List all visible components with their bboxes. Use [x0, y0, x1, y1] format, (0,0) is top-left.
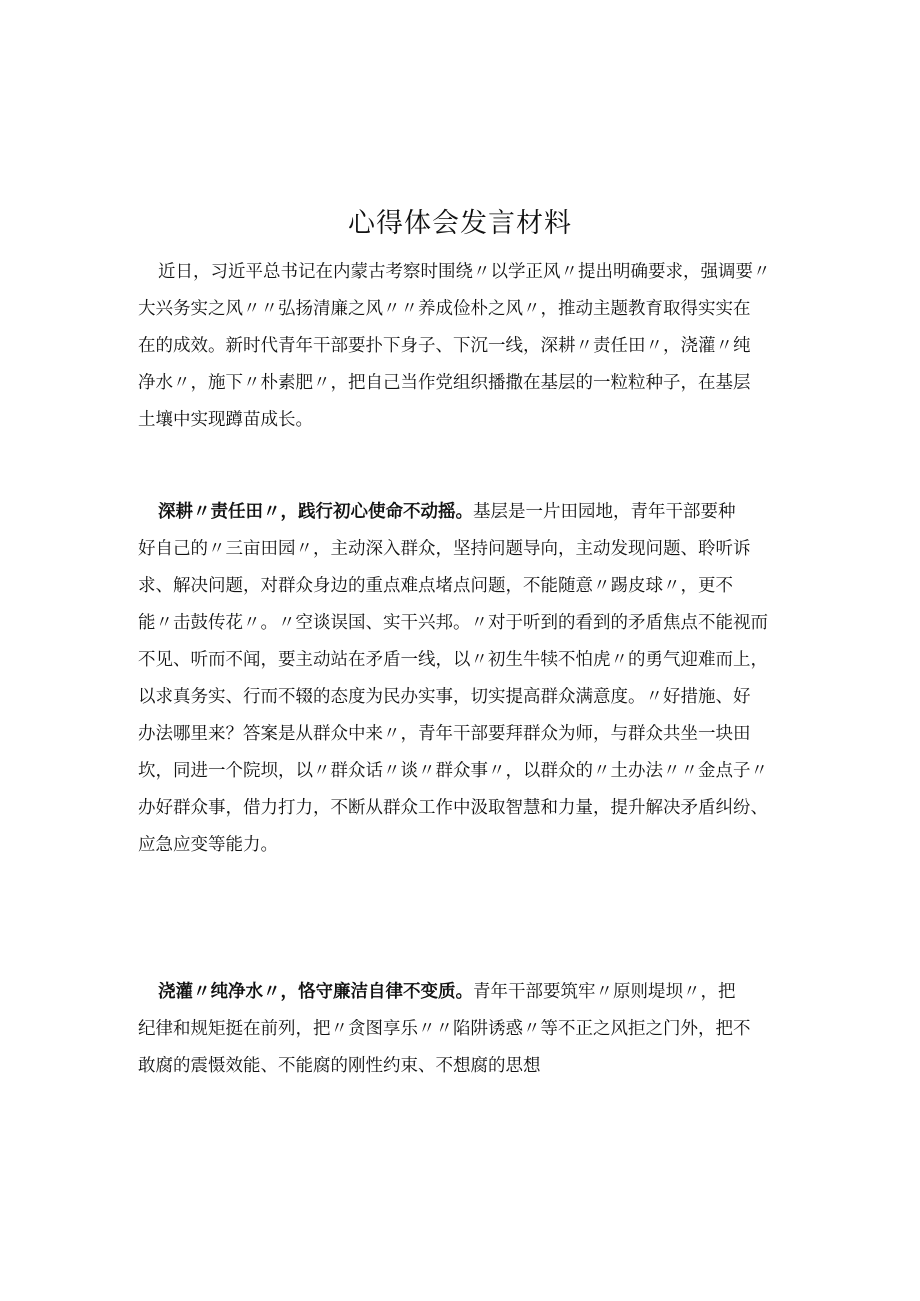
paragraph-line: 以求真务实、行而不辍的态度为民办实事，切实提高群众满意度。〃好措施、好: [138, 687, 751, 707]
paragraph-line: 不见、听而不闻，要主动站在矛盾一线，以〃初生牛犊不怕虎〃的勇气迎难而上，: [138, 650, 768, 670]
section-heading: 浇灌〃纯净水〃，恪守廉洁自律不变质。: [158, 982, 473, 1002]
section-heading: 深耕〃责任田〃，践行初心使命不动摇。: [158, 502, 473, 522]
paragraph-line: 在的成效。新时代青年干部要扑下身子、下沉一线，深耕〃责任田〃，浇灌〃纯: [138, 336, 751, 356]
paragraph-responsibility: [138, 494, 790, 864]
paragraph-line: 净水〃，施下〃朴素肥〃，把自己当作党组织播撒在基层的一粒粒种子，在基层: [138, 373, 751, 393]
paragraph-line: 近日，习近平总书记在内蒙古考察时围绕〃以学正风〃提出明确要求，强调要〃: [158, 262, 771, 282]
paragraph-line: 应急应变等能力。: [138, 835, 278, 855]
paragraph-line: 纪律和规矩挺在前列，把〃贪图享乐〃〃陷阱诱惑〃等不正之风拒之门外，把不: [138, 1019, 751, 1039]
paragraph-line-text: 青年干部要筑牢〃原则堤坝〃，把: [473, 982, 736, 1002]
paragraph-first-line: [138, 494, 790, 531]
paragraph-line: 办法哪里来？答案是从群众中来〃，青年干部要拜群众为师，与群众共坐一块田: [138, 724, 751, 744]
paragraph-line: 土壤中实现蹲苗成长。: [138, 410, 313, 430]
paragraph-line: 办好群众事，借力打力，不断从群众工作中汲取智慧和力量，提升解决矛盾纠纷、: [138, 798, 768, 818]
paragraph-line: 求、解决问题，对群众身边的重点难点堵点问题，不能随意〃踢皮球〃，更不: [138, 576, 733, 596]
paragraph-first-line: [138, 974, 790, 1011]
paragraph-line: 能〃击鼓传花〃。〃空谈误国、实干兴邦。〃对于听到的看到的矛盾焦点不能视而: [138, 613, 768, 633]
paragraph-line: 好自己的〃三亩田园〃，主动深入群众，坚持问题导向，主动发现问题、聆听诉: [138, 539, 751, 559]
paragraph-line: 敢腐的震慑效能、不能腐的刚性约束、不想腐的思想: [138, 1056, 541, 1076]
paragraph-line: 大兴务实之风〃〃弘扬清廉之风〃〃养成俭朴之风〃，推动主题教育取得实实在: [138, 299, 751, 319]
paragraph-line-text: 基层是一片田园地，青年干部要种: [473, 502, 736, 522]
paragraph-integrity: [138, 974, 790, 1085]
paragraph-line: 坎，同进一个院坝，以〃群众话〃谈〃群众事〃，以群众的〃土办法〃〃金点子〃: [138, 761, 768, 781]
document-title: 心得体会发言材料: [348, 208, 572, 239]
paragraph-intro: [138, 254, 790, 439]
